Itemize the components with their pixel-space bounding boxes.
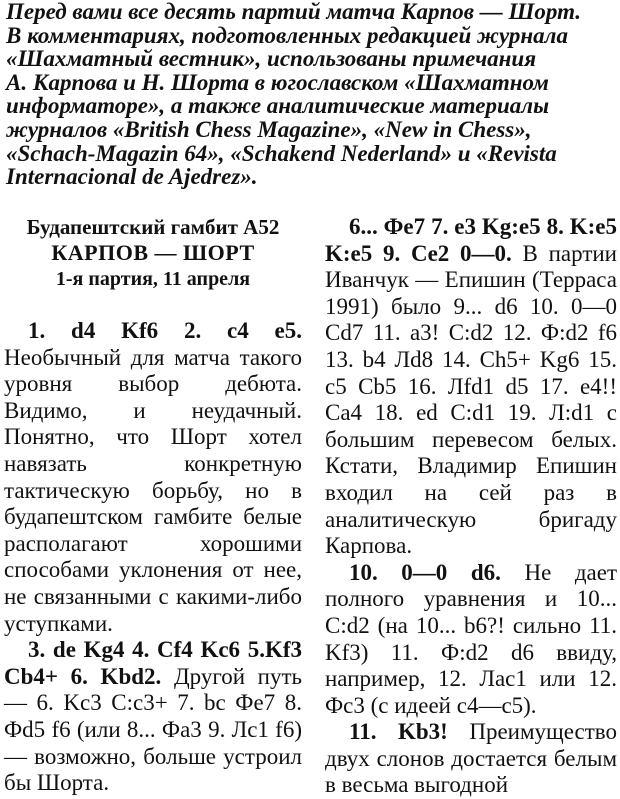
game-header xyxy=(4,214,302,292)
commentary-paragraph xyxy=(4,318,302,637)
moves-text: 6... Фе7 7. e3 Kg:e5 8. K:e5 K:e5 9. Ce2 0—0. xyxy=(325,214,617,266)
commentary-paragraph xyxy=(4,637,302,797)
game-info: 1-я партия, 11 апреля xyxy=(55,268,251,290)
intro-line: Internacional de Ajedrez». xyxy=(6,164,258,190)
commentary-paragraph xyxy=(325,214,617,560)
commentary-paragraph xyxy=(325,560,617,720)
intro-line: «Schach-Magazin 64», «Schakend Nederland» и «Revista xyxy=(6,140,557,166)
intro-line: Перед вами все десять партий матча Карпов — Шорт. xyxy=(6,0,582,24)
comment-text: Необычный для матча такого уровня выбор дебюта. Видимо, и неудачный. Понятно, что Шорт хотел навязать конкретную тактическую борьбу, но в будапештском гамбите белые располагают хорошими способами уклонения от нее, не связанными с какими-либо уступками. xyxy=(4,344,302,636)
players-title: КАРПОВ — ШОРТ xyxy=(51,240,255,265)
intro-paragraph xyxy=(6,0,614,189)
opening-title: Будапештский гамбит А52 xyxy=(26,215,280,239)
right-column xyxy=(325,214,617,799)
comment-text: Преимущество двух слонов достается белым в весьма выгодной xyxy=(325,719,617,798)
intro-line: «Шахматный вестник», использованы примечания xyxy=(6,46,537,72)
comment-text: Не дает полного уравнения и 10... C:d2 (на 10... b6?! сильно 11. Kf3) 11. Ф:d2 d6 ввиду, например, 12. Лас1 или 12. Фс3 (с идеей c4—c5). xyxy=(325,559,617,718)
intro-line: информаторе», а также аналитические материалы xyxy=(6,93,550,119)
left-column xyxy=(4,214,302,797)
moves-text: 10. 0—0 d6. xyxy=(349,559,501,585)
comment-text: Другой путь — 6. Kc3 C:c3+ 7. bc Фе7 8. Фd5 f6 (или 8... Фа3 9. Лс1 f6) — возможно, больше устроил бы Шорта. xyxy=(4,663,303,796)
moves-text: 3. de Kg4 4. Cf4 Kc6 5.Kf3 Cb4+ 6. Kbd2. xyxy=(4,637,302,689)
intro-line: А. Карпова и Н. Шорта в югославском «Шахматном xyxy=(6,69,549,95)
commentary-paragraph xyxy=(325,719,617,799)
comment-text: В партии Иванчук — Епишин (Терраса 1991) было 9... d6 10. 0—0 Cd7 11. a3! C:d2 12. Ф:d2 f6 13. b4 Лd8 14. Ch5+ Kg6 15. c5 Cb5 16. Лfd1 d5 17. e4!! Ca4 18. ed C:d1 19. Л:d1 с большим перевесом белых. Кстати, Владимир Епишин входил на сей раз в аналитическую бригаду Карпова. xyxy=(325,240,617,559)
intro-line: В комментариях, подготовленных редакцией журнала xyxy=(6,22,568,48)
spacer xyxy=(4,292,302,318)
moves-text: 11. Kb3! xyxy=(349,719,448,745)
moves-text: 1. d4 Kf6 2. c4 e5. xyxy=(28,318,302,343)
intro-line: журналов «British Chess Magazine», «New in Chess», xyxy=(6,116,532,142)
